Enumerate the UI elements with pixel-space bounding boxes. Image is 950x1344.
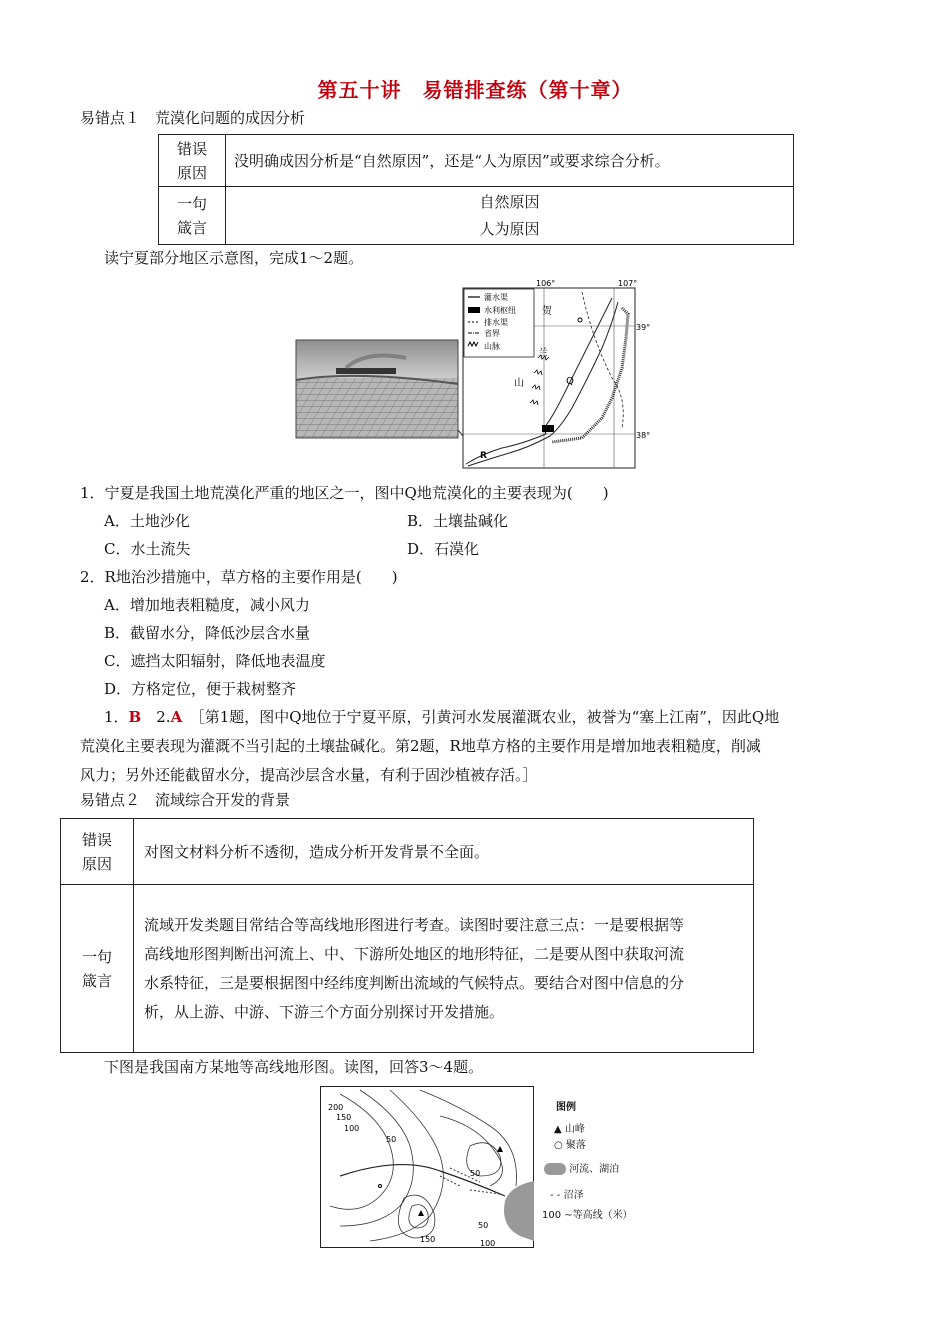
label-shan: 山: [514, 378, 524, 389]
saying-text: [134, 885, 754, 1053]
contour-label: 50: [386, 1135, 397, 1144]
contour-sample-label: 100: [542, 1210, 562, 1221]
saying-line: 自然原因: [479, 192, 540, 211]
question-1-stem: 1．宁夏是我国土地荒漠化严重的地区之一，图中Q地荒漠化的主要表现为( ): [80, 484, 609, 502]
answer-explain-1: ［第1题，图中Q地位于宁夏平原，引黄河水发展灌溉农业，被誉为“塞上江南”，因此Q地: [197, 708, 780, 726]
answer-explain-3: 风力；另外还能截留水分，提高沙层含水量，有利于固沙植被存活。］: [80, 766, 538, 784]
contour-label: 200: [328, 1103, 344, 1112]
error-cause-text: 对图文材料分析不透彻，造成分析开发背景不全面。: [134, 819, 754, 885]
q1-option-a: A．土地沙化: [104, 512, 190, 530]
ningxia-map: [462, 278, 651, 470]
saying-line: 人为原因: [479, 219, 540, 238]
legend-label: 等高线（米）: [572, 1210, 633, 1221]
legend-hydro: 水利枢纽: [484, 306, 516, 315]
legend-mountain: 山脉: [484, 342, 500, 351]
legend-river: [544, 1160, 619, 1175]
legend-label: 山峰: [564, 1124, 585, 1135]
label-line: 原因: [176, 163, 207, 182]
legend-title: 图例: [556, 1102, 576, 1113]
saying-line: 析，从上游、中游、下游三个方面分别探讨开发措施。: [144, 1002, 505, 1021]
contour-label: 100: [344, 1124, 360, 1133]
legend-border: 省界: [484, 329, 500, 338]
q2-option-a: A．增加地表粗糙度，减小风力: [104, 596, 310, 614]
lat-39: 39°: [636, 323, 651, 332]
answer-num-1: 1．: [104, 708, 129, 726]
legend-swamp: [550, 1186, 584, 1201]
contour-map: [320, 1086, 534, 1248]
label-line: 错误: [81, 830, 112, 849]
page-title: 第五十讲 易错排查练（第十章）: [317, 78, 633, 102]
saying-label: [61, 885, 134, 1053]
settlement-icon: ○: [554, 1140, 563, 1151]
question-2-stem: 2．R地治沙措施中，草方格的主要作用是( ): [80, 568, 398, 586]
saying-label: [159, 187, 226, 245]
answer-2: A: [170, 708, 183, 726]
legend-settlement: [554, 1136, 586, 1151]
section1-heading: 易错点１ 荒漠化问题的成因分析: [80, 109, 306, 127]
legend-peak: [554, 1120, 585, 1135]
answer-line-1: [80, 703, 880, 732]
contour-label: 50: [470, 1169, 481, 1178]
lon-106: 106°: [536, 279, 556, 288]
q2-option-b: B．截留水分，降低沙层含水量: [104, 624, 311, 642]
answer-explain-2: 荒漠化主要表现为灌溉不当引起的土壤盐碱化。第2题，R地草方格的主要作用是增加地表粗糙度，削减: [80, 737, 761, 755]
saying-line: 流域开发类题目常结合等高线地形图进行考查。读图时要注意三点：一是要根据等: [144, 915, 685, 934]
swamp-icon: - -: [550, 1190, 561, 1201]
contour-legend: [540, 1090, 690, 1240]
legend-contour: [542, 1206, 633, 1221]
river-lake-icon: [544, 1163, 566, 1175]
section1-table: [158, 134, 794, 245]
label-q: Q: [566, 376, 574, 387]
error-cause-label: [61, 819, 134, 885]
legend-drain: 排水渠: [484, 318, 508, 327]
legend-label: 沼泽: [563, 1190, 584, 1201]
section2-table: [60, 818, 754, 1053]
lon-107: 107°: [618, 279, 638, 288]
section2-heading: 易错点２ 流域综合开发的背景: [80, 791, 291, 809]
label-lan: 兰: [538, 348, 548, 359]
label-line: 一句: [176, 194, 207, 213]
q1-option-d: D．石漠化: [407, 540, 480, 558]
contour-label: 150: [336, 1113, 352, 1122]
q2-option-d: D．方格定位，便于栽树整齐: [104, 680, 297, 698]
answer-1: B: [128, 708, 142, 726]
legend-canal: 灌水渠: [484, 293, 508, 302]
label-line: 箴言: [176, 218, 207, 237]
answer-block: [80, 703, 880, 790]
error-cause-text: 没明确成因分析是“自然原因”，还是“人为原因”或要求综合分析。: [226, 135, 794, 187]
label-he: 贺: [542, 306, 552, 317]
q1-option-b: B．土壤盐碱化: [407, 512, 509, 530]
intro-2: 下图是我国南方某地等高线地形图。读图，回答3～4题。: [104, 1058, 484, 1076]
answer-num-2: 2.: [156, 708, 171, 726]
contour-label: 100: [480, 1239, 496, 1248]
label-r: R: [480, 451, 487, 461]
label-line: 箴言: [81, 971, 112, 990]
label-line: 一句: [81, 947, 112, 966]
label-line: 错误: [176, 139, 207, 158]
legend-label: 聚落: [565, 1140, 586, 1151]
saying-text: [226, 187, 794, 245]
intro-1: 读宁夏部分地区示意图，完成1～2题。: [104, 249, 364, 267]
contour-line-icon: ∼: [564, 1210, 573, 1221]
q2-option-c: C．遮挡太阳辐射，降低地表温度: [104, 652, 326, 670]
saying-line: 水系特征，三是要根据图中经纬度判断出流域的气候特点。要结合对图中信息的分: [144, 973, 685, 992]
lat-38: 38°: [636, 431, 651, 440]
contour-label: 50: [478, 1221, 489, 1230]
legend-label: 河流、湖泊: [569, 1164, 620, 1175]
saying-line: 高线地形图判断出河流上、中、下游所处地区的地形特征，二是要从图中获取河流: [144, 944, 685, 963]
error-cause-label: [159, 135, 226, 187]
q1-option-c: C．水土流失: [104, 540, 191, 558]
contour-label: 150: [420, 1235, 436, 1244]
desert-railway-photo: [296, 340, 458, 438]
label-line: 原因: [81, 854, 112, 873]
peak-icon: ▲: [554, 1124, 562, 1135]
